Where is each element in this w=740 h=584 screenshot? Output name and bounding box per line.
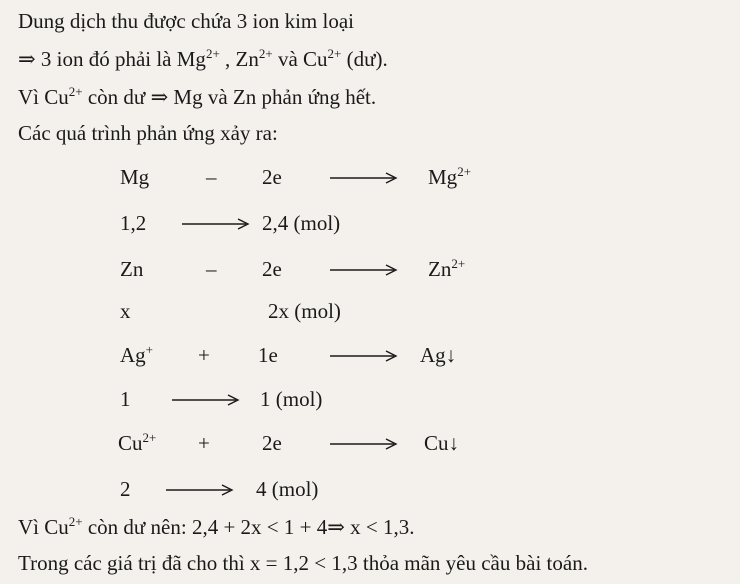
product-symbol: Zn bbox=[428, 257, 452, 281]
intro-line-2-text-b: , Zn bbox=[219, 47, 259, 71]
intro-line-2-text-a: 3 ion đó phải là Mg bbox=[40, 47, 206, 71]
implies-symbol: ⇒ bbox=[327, 515, 345, 539]
product-symbol: Ag bbox=[420, 343, 446, 367]
right-arrow-icon bbox=[328, 164, 400, 190]
superscript: 2+ bbox=[68, 514, 83, 529]
mole-right: 2x (mol) bbox=[268, 299, 341, 323]
electrons: 2e bbox=[262, 431, 282, 455]
right-arrow-icon bbox=[180, 210, 252, 236]
intro-line-2-text-d: (dư). bbox=[341, 47, 388, 71]
mole-left: 1 bbox=[120, 387, 131, 411]
intro-line-4: Các quá trình phản ứng xảy ra: bbox=[18, 121, 278, 145]
species-symbol: Ag bbox=[120, 343, 146, 367]
down-arrow-icon: ↓ bbox=[445, 343, 457, 367]
intro-line-2-text-c: và Cu bbox=[272, 47, 328, 71]
operator: + bbox=[198, 431, 210, 455]
superscript: 2+ bbox=[205, 46, 220, 61]
conclusion-line-1 bbox=[18, 514, 414, 540]
conclusion-line-1-text-b: còn dư nên: 2,4 + 2x < 1 + 4 bbox=[82, 515, 328, 539]
product bbox=[428, 256, 465, 282]
intro-line-3 bbox=[18, 84, 376, 110]
mole-left: x bbox=[120, 299, 131, 323]
conclusion-line-1-text-c: x < 1,3. bbox=[344, 515, 415, 539]
intro-line-1: Dung dịch thu được chứa 3 ion kim loại bbox=[18, 9, 354, 33]
mole-left: 2 bbox=[120, 477, 131, 501]
species: Zn bbox=[120, 257, 144, 281]
species bbox=[120, 164, 149, 190]
product-symbol: Cu bbox=[424, 431, 449, 455]
right-arrow-icon bbox=[170, 386, 242, 412]
conclusion-line-1-text-a: Vì Cu bbox=[18, 515, 69, 539]
superscript: 2+ bbox=[142, 430, 157, 445]
superscript: 2+ bbox=[68, 84, 83, 99]
implies-symbol: ⇒ bbox=[18, 47, 36, 71]
species bbox=[118, 430, 156, 456]
superscript: 2+ bbox=[327, 46, 342, 61]
product bbox=[428, 164, 471, 190]
product-symbol: Mg bbox=[428, 165, 458, 189]
operator: – bbox=[206, 257, 217, 281]
electrons: 2e bbox=[262, 165, 282, 189]
species-symbol: Cu bbox=[118, 431, 143, 455]
intro-line-3-text-a: Vì Cu bbox=[18, 85, 69, 109]
species-symbol: Mg bbox=[120, 165, 150, 189]
right-arrow-icon bbox=[328, 342, 400, 368]
intro-line-3-text-b: còn dư bbox=[82, 85, 151, 109]
mole-right: 2,4 (mol) bbox=[262, 211, 341, 235]
implies-symbol: ⇒ bbox=[150, 85, 169, 109]
superscript: 2+ bbox=[451, 256, 466, 271]
mole-right: 1 (mol) bbox=[260, 387, 323, 411]
electrons: 2e bbox=[262, 257, 282, 281]
superscript: 2+ bbox=[457, 164, 472, 179]
right-arrow-icon bbox=[328, 256, 400, 282]
intro-line-3-text-c: Mg và Zn phản ứng hết. bbox=[168, 85, 377, 109]
superscript: + bbox=[145, 342, 154, 357]
species bbox=[120, 342, 153, 368]
right-arrow-icon bbox=[328, 430, 400, 456]
intro-line-2 bbox=[18, 46, 388, 72]
mole-right: 4 (mol) bbox=[256, 477, 319, 501]
operator: – bbox=[206, 165, 217, 189]
operator: + bbox=[198, 343, 210, 367]
superscript: 2+ bbox=[258, 46, 273, 61]
product bbox=[424, 430, 459, 456]
mole-left: 1,2 bbox=[120, 211, 147, 235]
electrons: 1e bbox=[258, 343, 278, 367]
right-arrow-icon bbox=[164, 476, 236, 502]
down-arrow-icon: ↓ bbox=[448, 431, 460, 455]
conclusion-line-2: Trong các giá trị đã cho thì x = 1,2 < 1,3 thỏa mãn yêu cầu bài toán. bbox=[18, 551, 588, 575]
product bbox=[420, 342, 456, 368]
